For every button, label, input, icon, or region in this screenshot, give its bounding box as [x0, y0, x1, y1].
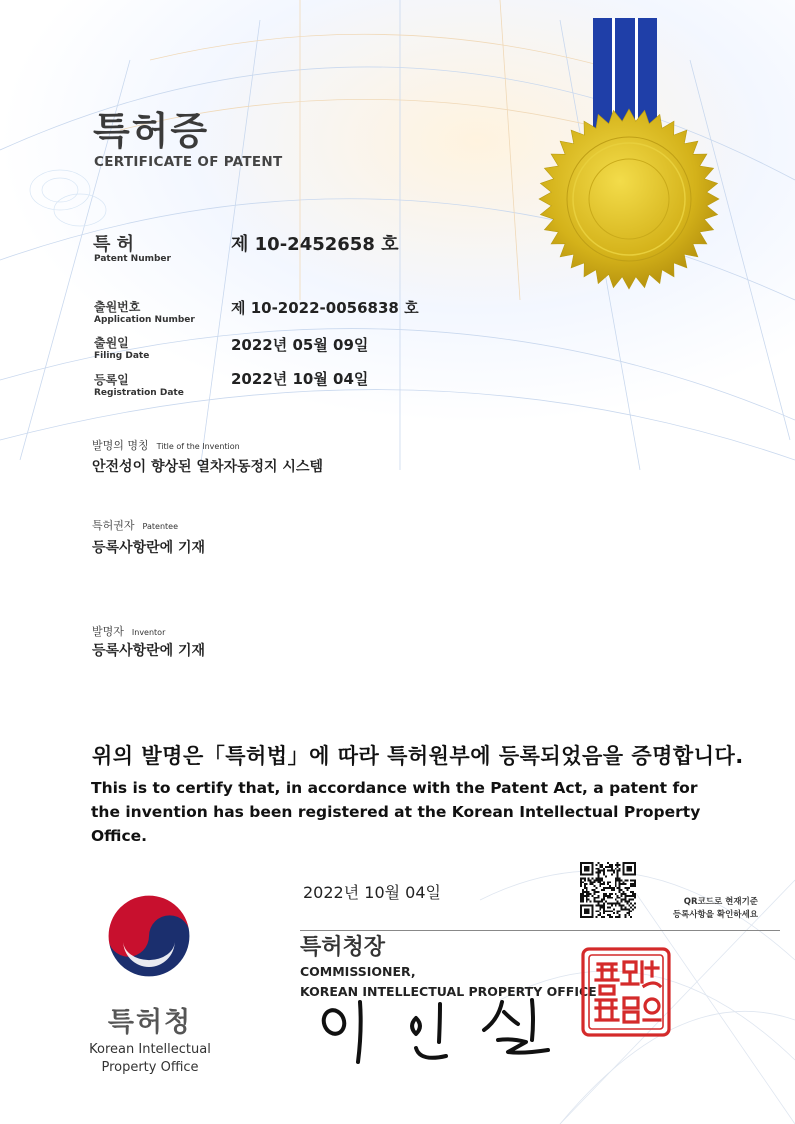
office-name-ko: 특허청 — [107, 1007, 193, 1038]
qr-note-line2: 등록사항을 확인하세요 — [672, 910, 758, 920]
invention-title-label — [92, 437, 240, 453]
office-name-en-line1: Korean Intellectual — [89, 1042, 211, 1057]
issue-date: 2022년 10월 04일 — [303, 883, 441, 902]
invention-title-value: 안전성이 향상된 열차자동정지 시스템 — [92, 459, 324, 475]
gold-seal-icon — [538, 108, 720, 290]
patent-number-label-en: Patent Number — [94, 254, 171, 264]
filing-date-label-en: Filing Date — [94, 351, 150, 361]
signature-icon — [312, 990, 562, 1070]
patentee-label-ko: 특허권자 — [92, 519, 135, 532]
inventor-value: 등록사항란에 기재 — [92, 643, 206, 659]
commissioner-title-ko: 특허청장 — [300, 935, 386, 960]
application-number-label: 출원번호 — [94, 300, 141, 314]
patent-number-label: 특 허 — [93, 234, 135, 255]
patentee-label — [92, 517, 178, 533]
office-name-en — [80, 1041, 220, 1077]
qr-note — [643, 896, 758, 922]
official-stamp-icon — [580, 946, 672, 1038]
qr-code-icon[interactable] — [580, 862, 636, 918]
commissioner-title-en-line1: COMMISSIONER, — [300, 964, 416, 979]
certification-statement-en: This is to certify that, in accordance with the Patent Act, a patent for the invention has been registered at the Korean Intellectual Property Office. — [91, 779, 701, 845]
certification-statement-ko: 위의 발명은「특허법」에 따라 특허원부에 등록되었음을 증명합니다. — [92, 744, 744, 768]
registration-date-label: 등록일 — [94, 373, 129, 387]
invention-title-label-en: Title of the Invention — [156, 442, 240, 451]
registration-date-label-en: Registration Date — [94, 388, 184, 398]
application-number-value: 제 10-2022-0056838 호 — [231, 299, 419, 317]
filing-date-value: 2022년 05월 09일 — [231, 336, 369, 354]
commissioner-title-en-line2: KOREAN INTELLECTUAL PROPERTY OFFICE — [300, 984, 597, 999]
office-name-en-line2: Property Office — [101, 1060, 199, 1075]
patentee-value: 등록사항란에 기재 — [92, 540, 206, 556]
patent-number-value: 제 10-2452658 호 — [231, 234, 399, 255]
registration-date-value: 2022년 10월 04일 — [231, 370, 369, 388]
inventor-label-ko: 발명자 — [92, 625, 124, 638]
kipo-logo-icon — [106, 893, 192, 979]
inventor-label-en: Inventor — [131, 628, 166, 637]
certificate-title-en: CERTIFICATE OF PATENT — [94, 154, 283, 170]
invention-title-label-ko: 발명의 명칭 — [92, 439, 149, 452]
qr-note-line1: QR코드로 현재기준 — [683, 897, 758, 907]
inventor-label — [92, 623, 165, 639]
filing-date-label: 출원일 — [94, 336, 129, 350]
patentee-label-en: Patentee — [142, 522, 178, 531]
certificate-title: 특허증 — [93, 109, 210, 153]
application-number-label-en: Application Number — [94, 315, 195, 325]
